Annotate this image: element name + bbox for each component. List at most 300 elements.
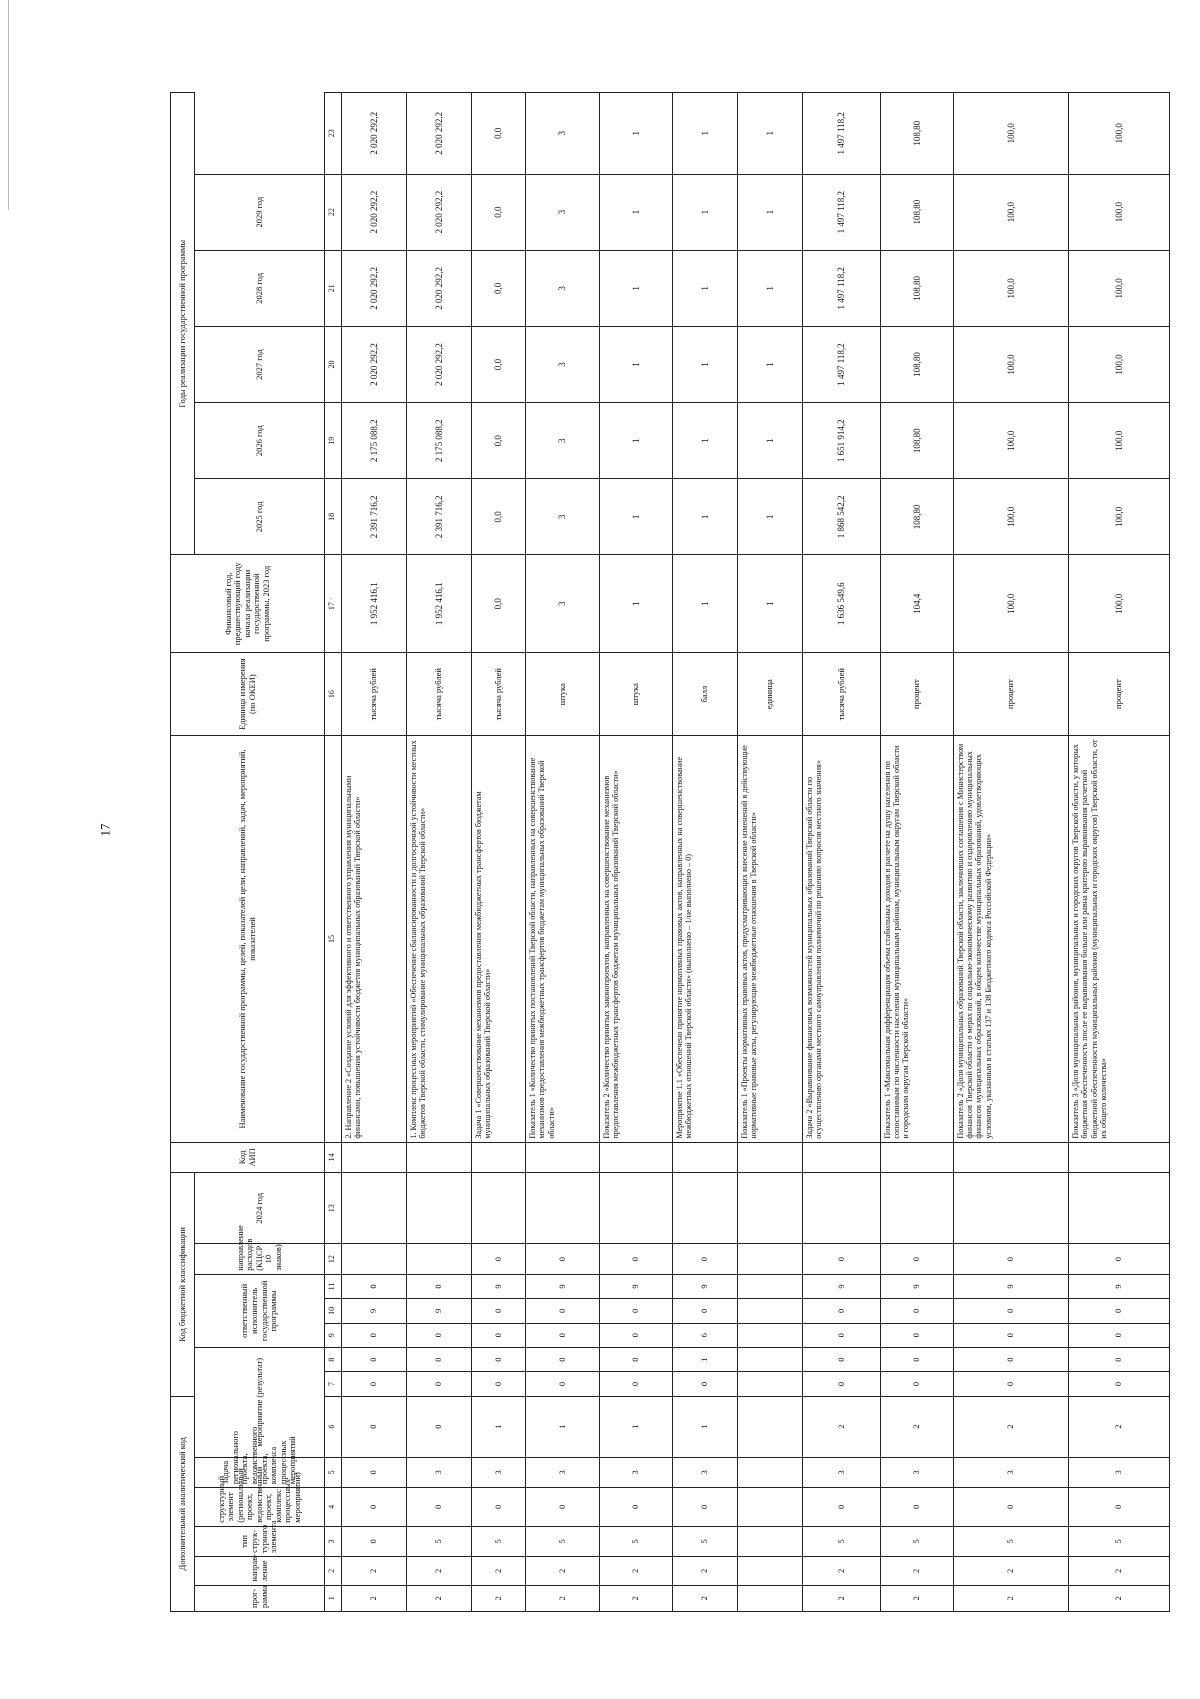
header-programma: прог- рамма <box>195 1585 325 1611</box>
table-row <box>673 93 738 1612</box>
code-cell: 2 <box>341 1585 406 1611</box>
column-index-cell: 4 <box>325 1488 342 1527</box>
code-cell: 0 <box>526 1299 599 1323</box>
table-row <box>406 93 471 1612</box>
code-cell: 5 <box>471 1526 526 1556</box>
code-cell: 0 <box>880 1323 953 1347</box>
code-cell: 0 <box>341 1457 406 1487</box>
year-value: 100,0 <box>1069 479 1170 555</box>
code-cell: 5 <box>599 1526 672 1556</box>
kod-aip-cell <box>341 1142 406 1172</box>
header-zadacha: задача регионального проекта, ведомственного проекта, комплекса процессных мероприятий <box>195 1457 325 1487</box>
code-cell: 0 <box>406 1488 471 1527</box>
table-row <box>341 93 406 1612</box>
code-cell: 0 <box>471 1372 526 1396</box>
year-value: 108,80 <box>880 326 953 402</box>
unit-cell: единица <box>738 653 803 736</box>
code-cell: 0 <box>1069 1244 1170 1274</box>
column-index-cell: 18 <box>325 479 342 555</box>
code-cell <box>738 1244 803 1274</box>
unit-cell: тысяча рублей <box>803 653 881 736</box>
code-cell: 1 <box>471 1396 526 1457</box>
code-cell: 0 <box>341 1274 406 1298</box>
header-otv: ответственный исполнитель государственной программы <box>195 1274 325 1347</box>
header-kod-aip: Код АИП <box>171 1142 325 1172</box>
year-value: 2 020 292,2 <box>341 93 406 175</box>
code-cell: 0 <box>406 1372 471 1396</box>
year-value: 3 <box>526 250 599 326</box>
code-cell: 0 <box>599 1244 672 1274</box>
code-cell: 3 <box>1069 1457 1170 1487</box>
code-cell <box>406 1244 471 1274</box>
year-value: 100,0 <box>953 93 1068 175</box>
base-year-value: 0,0 <box>471 555 526 653</box>
code-cell: 0 <box>1069 1372 1170 1396</box>
code-cell <box>738 1396 803 1457</box>
kod-aip-cell <box>803 1142 881 1172</box>
name-cell: Задача 1 «Совершенствование механизмов предоставления межбюджетных трансфертов бюджетам муниципальных образований Тверской области» <box>471 736 526 1142</box>
code-cell: 0 <box>526 1347 599 1371</box>
year-value: 2 175 088,2 <box>406 403 471 479</box>
code-cell: 2 <box>880 1557 953 1585</box>
base-year-value: 1 952 416,1 <box>406 555 471 653</box>
table-row <box>880 93 953 1612</box>
year-value: 100,0 <box>953 174 1068 250</box>
code-cell: 5 <box>803 1526 881 1556</box>
unit-cell: процент <box>953 653 1068 736</box>
header-rashod: направление расходов (КЦСР 10 знаков) <box>195 1244 325 1274</box>
table-row <box>471 93 526 1612</box>
code-cell: 5 <box>406 1526 471 1556</box>
code-cell: 2 <box>673 1557 738 1585</box>
base-year-value: 1 952 416,1 <box>341 555 406 653</box>
year-value: 100,0 <box>953 479 1068 555</box>
table-row <box>738 93 803 1612</box>
year-value: 108,80 <box>880 93 953 175</box>
rashod-cell <box>673 1173 738 1244</box>
code-cell: 0 <box>526 1488 599 1527</box>
code-cell: 2 <box>599 1585 672 1611</box>
base-year-value: 104,4 <box>880 555 953 653</box>
code-cell: 2 <box>803 1557 881 1585</box>
code-cell: 0 <box>673 1299 738 1323</box>
column-index-cell: 21 <box>325 250 342 326</box>
rashod-cell <box>803 1173 881 1244</box>
code-cell: 9 <box>599 1274 672 1298</box>
table-row <box>526 93 599 1612</box>
code-cell: 0 <box>673 1244 738 1274</box>
code-cell: 0 <box>406 1274 471 1298</box>
column-index-cell: 12 <box>325 1244 342 1274</box>
column-index-cell: 15 <box>325 736 342 1142</box>
code-cell: 0 <box>526 1323 599 1347</box>
code-cell: 0 <box>953 1488 1068 1527</box>
year-value: 1 <box>738 93 803 175</box>
code-cell: 2 <box>406 1585 471 1611</box>
year-value: 100,0 <box>1069 93 1170 175</box>
code-cell <box>738 1372 803 1396</box>
code-cell: 5 <box>1069 1526 1170 1556</box>
rashod-cell <box>471 1173 526 1244</box>
code-cell: 3 <box>526 1457 599 1487</box>
rashod-cell <box>953 1173 1068 1244</box>
year-value: 1 <box>599 174 672 250</box>
year-value: 100,0 <box>953 250 1068 326</box>
year-value: 0,0 <box>471 250 526 326</box>
column-index-cell: 5 <box>325 1457 342 1487</box>
header-year-2029: 2029 год <box>195 174 325 250</box>
column-index-cell: 8 <box>325 1347 342 1371</box>
code-cell: 0 <box>673 1372 738 1396</box>
code-cell: 3 <box>880 1457 953 1487</box>
year-value: 1 <box>673 174 738 250</box>
year-value: 2 391 716,2 <box>406 479 471 555</box>
year-value: 2 175 088,2 <box>341 403 406 479</box>
kod-aip-cell <box>406 1142 471 1172</box>
unit-cell: тысяча рублей <box>406 653 471 736</box>
code-cell: 0 <box>803 1244 881 1274</box>
year-value: 2 020 292,2 <box>406 326 471 402</box>
base-year-value: 1 <box>673 555 738 653</box>
column-index-cell: 22 <box>325 174 342 250</box>
year-value: 2 020 292,2 <box>406 174 471 250</box>
code-cell: 0 <box>471 1299 526 1323</box>
code-cell: 3 <box>599 1457 672 1487</box>
year-value: 3 <box>526 479 599 555</box>
code-cell: 2 <box>1069 1396 1170 1457</box>
code-cell: 3 <box>803 1457 881 1487</box>
code-cell: 1 <box>673 1396 738 1457</box>
code-cell: 0 <box>471 1323 526 1347</box>
code-cell: 0 <box>599 1488 672 1527</box>
column-index-cell: 13 <box>325 1173 342 1244</box>
rashod-cell <box>341 1173 406 1244</box>
code-cell: 0 <box>341 1347 406 1371</box>
header-years-group: Годы реализации государственной программы <box>171 93 195 555</box>
code-cell: 0 <box>526 1372 599 1396</box>
code-cell: 0 <box>406 1323 471 1347</box>
year-value: 3 <box>526 93 599 175</box>
kod-aip-cell <box>880 1142 953 1172</box>
year-value: 100,0 <box>1069 403 1170 479</box>
unit-cell: балл <box>673 653 738 736</box>
code-cell: 0 <box>406 1347 471 1371</box>
year-value: 100,0 <box>1069 174 1170 250</box>
year-value: 1 497 118,2 <box>803 174 881 250</box>
code-cell: 9 <box>953 1274 1068 1298</box>
year-value: 0,0 <box>471 479 526 555</box>
code-cell: 2 <box>1069 1557 1170 1585</box>
code-cell: 0 <box>880 1488 953 1527</box>
code-cell: 0 <box>953 1372 1068 1396</box>
year-value: 2 020 292,2 <box>406 93 471 175</box>
code-cell: 0 <box>803 1347 881 1371</box>
code-cell: 3 <box>471 1457 526 1487</box>
code-cell: 0 <box>1069 1299 1170 1323</box>
name-cell: Мероприятие 1.1 «Обеспечено принятие нормативных правовых актов, направленных на совершенствование межбюджетных отношений Тверской области» (выполнено – 1/не выполнено – 0) <box>673 736 738 1142</box>
year-value: 1 <box>599 250 672 326</box>
code-cell: 9 <box>526 1274 599 1298</box>
header-year-2028: 2028 год <box>195 250 325 326</box>
code-cell: 5 <box>880 1526 953 1556</box>
year-value: 1 <box>738 174 803 250</box>
year-value: 0,0 <box>471 174 526 250</box>
code-cell <box>738 1323 803 1347</box>
code-cell: 2 <box>953 1396 1068 1457</box>
year-value: 1 497 118,2 <box>803 326 881 402</box>
name-cell: 2. Направление 2 «Создание условий для эффективного и ответственного управления муниципальными финансами, повышения устойчивости бюджетов муниципальных образований Тверской области» <box>341 736 406 1142</box>
kod-aip-cell <box>953 1142 1068 1172</box>
year-value: 1 <box>673 479 738 555</box>
rashod-cell <box>1069 1173 1170 1244</box>
rashod-cell <box>526 1173 599 1244</box>
code-cell: 2 <box>599 1557 672 1585</box>
code-cell <box>738 1347 803 1371</box>
rotated-table-wrapper <box>170 92 1170 1612</box>
unit-cell: тысяча рублей <box>471 653 526 736</box>
column-index-cell: 20 <box>325 326 342 402</box>
header-name: Наименование государственной программы, целей, показателей цели, направлений, задач, мероприятий, показателей <box>171 736 325 1142</box>
header-base-year: Финансовый год, предшествующий году начала реализации государственной программы, 2023 год <box>171 555 325 653</box>
code-cell: 0 <box>599 1323 672 1347</box>
code-cell: 0 <box>341 1396 406 1457</box>
name-cell: Показатель 3 «Доля муниципальных районов, муниципальных и городских округов Тверской области, у которых бюджетная обеспеченность после ее выравнивания больше или равна критерию выравнивания расчетной бюджетной обеспеченности муниципальных районов (муниципальных и городских округов) Тверской области, от их общего количества» <box>1069 736 1170 1142</box>
year-value: 1 <box>599 479 672 555</box>
base-year-value: 1 <box>738 555 803 653</box>
year-value: 3 <box>526 174 599 250</box>
code-cell: 0 <box>471 1244 526 1274</box>
header-napravlenie: направ- ление <box>195 1557 325 1585</box>
column-index-cell: 10 <box>325 1299 342 1323</box>
code-cell: 0 <box>406 1396 471 1457</box>
code-cell: 5 <box>953 1526 1068 1556</box>
table-row <box>803 93 881 1612</box>
code-cell: 2 <box>526 1585 599 1611</box>
name-cell: 1. Комплекс процессных мероприятий «Обеспечение сбалансированности и долгосрочной устойчивости местных бюджетов Тверской области, стимулирование муниципальных образований Тверской области» <box>406 736 471 1142</box>
code-cell: 0 <box>471 1488 526 1527</box>
column-index-cell: 2 <box>325 1557 342 1585</box>
code-cell: 5 <box>673 1526 738 1556</box>
code-cell: 0 <box>341 1526 406 1556</box>
year-value: 3 <box>526 403 599 479</box>
scan-edge-mark <box>0 0 9 210</box>
program-table <box>170 92 1170 1612</box>
year-value: 2 020 292,2 <box>341 326 406 402</box>
year-value: 2 391 716,2 <box>341 479 406 555</box>
code-cell: 0 <box>803 1323 881 1347</box>
code-cell: 0 <box>803 1299 881 1323</box>
code-cell: 2 <box>406 1557 471 1585</box>
rashod-cell <box>406 1173 471 1244</box>
header-meropr: мероприятие (результат) <box>195 1347 325 1457</box>
year-value: 1 <box>738 479 803 555</box>
code-cell: 9 <box>803 1274 881 1298</box>
base-year-value: 1 <box>599 555 672 653</box>
year-value: 108,80 <box>880 250 953 326</box>
year-value: 0,0 <box>471 93 526 175</box>
year-value: 1 497 118,2 <box>803 250 881 326</box>
header-year-2025: 2025 год <box>195 479 325 555</box>
year-value: 108,80 <box>880 403 953 479</box>
code-cell: 6 <box>673 1323 738 1347</box>
column-index-cell: 14 <box>325 1142 342 1172</box>
year-value: 100,0 <box>1069 326 1170 402</box>
code-cell: 3 <box>406 1457 471 1487</box>
kod-aip-cell <box>526 1142 599 1172</box>
column-index-cell: 16 <box>325 653 342 736</box>
column-index-cell: 23 <box>325 93 342 175</box>
year-value: 1 <box>599 326 672 402</box>
name-cell: Показатель 2 «Количество принятых законопроектов, направленных на совершенствование механизмов предоставления межбюджетных трансфертов бюджетам муниципальных образований Тверской области» <box>599 736 672 1142</box>
code-cell: 2 <box>953 1557 1068 1585</box>
code-cell: 2 <box>1069 1585 1170 1611</box>
base-year-value: 3 <box>526 555 599 653</box>
base-year-value: 100,0 <box>1069 555 1170 653</box>
header-year-2026: 2026 год <box>195 403 325 479</box>
column-index-cell: 6 <box>325 1396 342 1457</box>
code-cell: 0 <box>341 1372 406 1396</box>
code-cell: 5 <box>526 1526 599 1556</box>
code-cell: 9 <box>673 1274 738 1298</box>
year-value: 1 497 118,2 <box>803 93 881 175</box>
unit-cell: штука <box>599 653 672 736</box>
code-cell <box>738 1526 803 1556</box>
code-cell: 0 <box>953 1323 1068 1347</box>
unit-cell: процент <box>1069 653 1170 736</box>
code-cell: 2 <box>803 1396 881 1457</box>
unit-cell: штука <box>526 653 599 736</box>
column-index-cell: 11 <box>325 1274 342 1298</box>
unit-cell: тысяча рублей <box>341 653 406 736</box>
kod-aip-cell <box>1069 1142 1170 1172</box>
code-cell: 3 <box>953 1457 1068 1487</box>
header-unit: Единица измерения (по ОКЕИ) <box>171 653 325 736</box>
code-cell: 2 <box>471 1585 526 1611</box>
year-value: 0,0 <box>471 326 526 402</box>
code-cell: 2 <box>341 1557 406 1585</box>
code-cell: 0 <box>880 1347 953 1371</box>
code-cell: 0 <box>880 1372 953 1396</box>
year-value: 2 020 292,2 <box>341 174 406 250</box>
rashod-cell <box>599 1173 672 1244</box>
code-cell: 9 <box>341 1299 406 1323</box>
code-cell: 0 <box>673 1488 738 1527</box>
year-value: 0,0 <box>471 403 526 479</box>
column-index-cell: 7 <box>325 1372 342 1396</box>
kod-aip-cell <box>738 1142 803 1172</box>
code-cell: 2 <box>471 1557 526 1585</box>
code-cell: 0 <box>1069 1323 1170 1347</box>
year-value: 108,80 <box>880 479 953 555</box>
unit-cell: процент <box>880 653 953 736</box>
base-year-value: 1 636 549,6 <box>803 555 881 653</box>
code-cell: 2 <box>803 1585 881 1611</box>
code-cell: 2 <box>673 1585 738 1611</box>
rashod-cell <box>880 1173 953 1244</box>
code-cell: 0 <box>953 1299 1068 1323</box>
column-index-cell: 3 <box>325 1526 342 1556</box>
code-cell: 0 <box>341 1488 406 1527</box>
code-cell <box>341 1244 406 1274</box>
header-year-2024: 2024 год <box>195 1173 325 1244</box>
header-struct: структурный элемент (региональный проект, ведомственный проект, комплекс процессных мероприятий) <box>195 1488 325 1527</box>
code-cell: 0 <box>1069 1488 1170 1527</box>
table-row <box>599 93 672 1612</box>
code-cell: 0 <box>880 1244 953 1274</box>
code-cell: 9 <box>1069 1274 1170 1298</box>
code-cell: 0 <box>803 1372 881 1396</box>
year-value: 1 <box>738 326 803 402</box>
code-cell: 9 <box>471 1274 526 1298</box>
year-value: 1 <box>673 326 738 402</box>
code-cell: 0 <box>1069 1347 1170 1371</box>
kod-aip-cell <box>599 1142 672 1172</box>
year-value: 1 <box>673 93 738 175</box>
year-value: 2 020 292,2 <box>341 250 406 326</box>
code-cell: 0 <box>599 1299 672 1323</box>
year-value: 2 020 292,2 <box>406 250 471 326</box>
year-value: 1 651 914,2 <box>803 403 881 479</box>
name-cell: Показатель 1 «Проекты нормативных правовых актов, предусматривающих внесение изменений в действующие нормативные правовые акты, регулирующие межбюджетные отношения в Тверской области» <box>738 736 803 1142</box>
code-cell: 1 <box>599 1396 672 1457</box>
code-cell: 9 <box>880 1274 953 1298</box>
name-cell: Показатель 1 «Количество принятых постановлений Тверской области, направленных на совершенствование механизмов предоставления межбюджетных трансфертов бюджетам муниципальных образований Тверской области» <box>526 736 599 1142</box>
table-row <box>953 93 1068 1612</box>
code-cell <box>738 1299 803 1323</box>
header-tip: тип струк- турного элемента <box>195 1526 325 1556</box>
page-number: 17 <box>97 823 113 837</box>
code-cell: 0 <box>880 1299 953 1323</box>
code-cell <box>738 1488 803 1527</box>
code-cell: 0 <box>953 1347 1068 1371</box>
table-row <box>1069 93 1170 1612</box>
name-cell: Показатель 1 «Максимальная дифференциация объема стабильных доходов в расчете на душу населения по сопоставимым по численности населения муниципальным районам, муниципальным округам Тверской области и городским округам Тверской области» <box>880 736 953 1142</box>
base-year-value: 100,0 <box>953 555 1068 653</box>
column-index-cell: 19 <box>325 403 342 479</box>
code-cell: 1 <box>526 1396 599 1457</box>
column-index-cell: 1 <box>325 1585 342 1611</box>
index-row <box>325 93 342 1612</box>
code-cell: 2 <box>526 1557 599 1585</box>
name-cell: Показатель 2 «Доля муниципальных образований Тверской области, заключивших соглашения с Министерством финансов Тверской области о мерах по социально-экономическому развитию и оздоровлению муниципальных финансов муниципальных образований, в общем количестве муниципальных образований, удовлетворяющих условиям, указанным в статьях 137 и 138 Бюджетного кодекса Российской Федерации» <box>953 736 1068 1142</box>
column-index-cell: 9 <box>325 1323 342 1347</box>
code-cell: 0 <box>599 1347 672 1371</box>
year-value: 1 <box>738 250 803 326</box>
code-cell: 2 <box>880 1396 953 1457</box>
year-value: 100,0 <box>1069 250 1170 326</box>
code-cell: 0 <box>526 1244 599 1274</box>
header-dop-code: Дополнительный аналитический код <box>171 1396 195 1611</box>
code-cell: 9 <box>406 1299 471 1323</box>
name-cell: Задача 2 «Выравнивание финансовых возможностей муниципальных образований Тверской области по осуществлению органами местного самоуправления полномочий по решению вопросов местного значения» <box>803 736 881 1142</box>
code-cell: 2 <box>953 1585 1068 1611</box>
year-value: 1 <box>599 403 672 479</box>
code-cell <box>738 1585 803 1611</box>
kod-aip-cell <box>673 1142 738 1172</box>
code-cell: 3 <box>673 1457 738 1487</box>
code-cell: 0 <box>471 1347 526 1371</box>
year-value: 100,0 <box>953 326 1068 402</box>
code-cell: 0 <box>803 1488 881 1527</box>
code-cell: 1 <box>673 1347 738 1371</box>
column-index-cell: 17 · <box>325 555 342 653</box>
code-cell <box>738 1457 803 1487</box>
year-value: 1 <box>673 403 738 479</box>
rashod-cell <box>738 1173 803 1244</box>
code-cell: 0 <box>953 1244 1068 1274</box>
code-cell <box>738 1274 803 1298</box>
kod-aip-cell <box>471 1142 526 1172</box>
